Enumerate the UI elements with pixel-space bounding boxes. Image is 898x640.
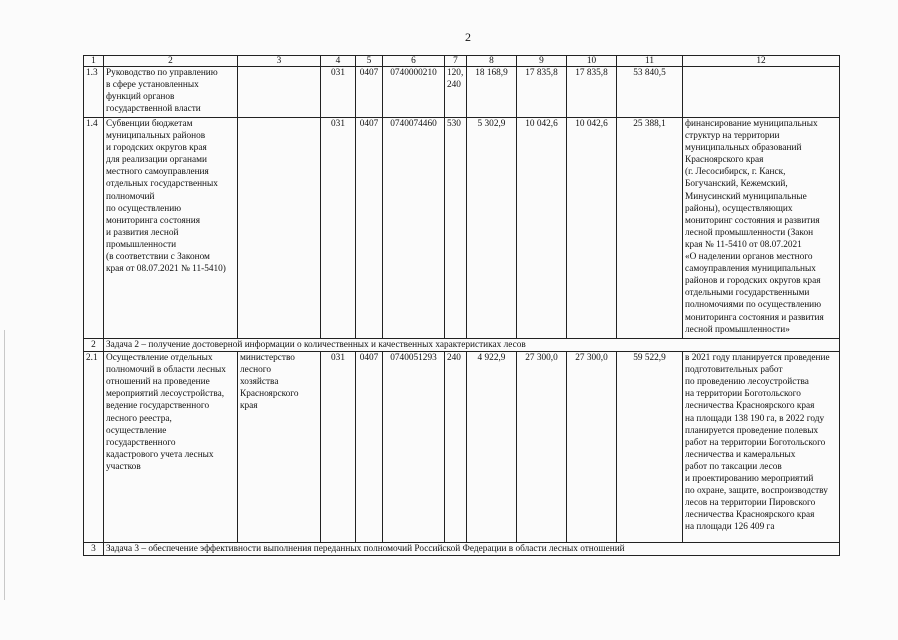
expected-result: в 2021 году планируется проведение подготовительных работ по проведению лесоустройства на территории Боготольского лесничества Красноярского края на площади 138 190 га, в 2022 году планируется проведение полевых работ на территории Боготольского лесничества и камеральных работ по таксации лесов и проектированию мероприятий по охране, защите, воспроизводству лесов на территории Пировского лесничества Красноярского края на площади 126 409 га <box>683 352 840 543</box>
header-row <box>84 56 840 67</box>
budget-table <box>83 55 840 556</box>
table-row <box>84 67 840 118</box>
scan-edge-line <box>4 330 5 600</box>
vr-code: 530 <box>445 118 467 339</box>
value-2022: 10 042,6 <box>517 118 567 339</box>
header-cell: 11 <box>617 56 683 67</box>
row-number: 2.1 <box>84 352 104 543</box>
header-cell: 6 <box>383 56 445 67</box>
value-2022: 17 835,8 <box>517 67 567 118</box>
header-cell: 1 <box>84 56 104 67</box>
measure-name: Руководство по управлению в сфере установленных функций органов государственной власти <box>104 67 238 118</box>
value-total: 25 388,1 <box>617 118 683 339</box>
header-cell: 7 <box>445 56 467 67</box>
row-number: 1.4 <box>84 118 104 339</box>
table-row <box>84 352 840 543</box>
value-2023: 27 300,0 <box>567 352 617 543</box>
row-number: 1.3 <box>84 67 104 118</box>
task-row <box>84 543 840 556</box>
rzpr-code: 0407 <box>356 118 383 339</box>
header-cell: 8 <box>467 56 517 67</box>
value-total: 53 840,5 <box>617 67 683 118</box>
vr-code: 120, 240 <box>445 67 467 118</box>
table-row <box>84 118 840 339</box>
header-cell: 5 <box>356 56 383 67</box>
value-2021: 5 302,9 <box>467 118 517 339</box>
grbs-code: 031 <box>321 67 356 118</box>
measure-name: Осуществление отдельных полномочий в области лесных отношений на проведение мероприятий лесоустройства, ведение государственного лесного реестра, осуществление государственного кадастрового учета лесных участков <box>104 352 238 543</box>
value-2023: 17 835,8 <box>567 67 617 118</box>
page-number: 2 <box>465 30 471 44</box>
value-2021: 18 168,9 <box>467 67 517 118</box>
executor <box>238 67 321 118</box>
executor <box>238 118 321 339</box>
value-total: 59 522,9 <box>617 352 683 543</box>
task-number: 2 <box>84 339 104 352</box>
csr-code: 0740051293 <box>383 352 445 543</box>
header-cell: 4 <box>321 56 356 67</box>
task-title: Задача 3 – обеспечение эффективности выполнения переданных полномочий Российской Федерации в области лесных отношений <box>104 543 840 556</box>
rzpr-code: 0407 <box>356 67 383 118</box>
grbs-code: 031 <box>321 118 356 339</box>
value-2023: 10 042,6 <box>567 118 617 339</box>
task-number: 3 <box>84 543 104 556</box>
header-cell: 10 <box>567 56 617 67</box>
header-cell: 3 <box>238 56 321 67</box>
measure-name: Субвенции бюджетам муниципальных районов и городских округов края для реализации органами местного самоуправления отдельных государственных полномочий по осуществлению мониторинга состояния и развития лесной промышленности (в соответствии с Законом края от 08.07.2021 № 11-5410) <box>104 118 238 339</box>
value-2022: 27 300,0 <box>517 352 567 543</box>
grbs-code: 031 <box>321 352 356 543</box>
executor: министерство лесного хозяйства Красноярского края <box>238 352 321 543</box>
rzpr-code: 0407 <box>356 352 383 543</box>
expected-result: финансирование муниципальных структур на территории муниципальных образований Красноярского края (г. Лесосибирск, г. Канск, Богучанский, Кежемский, Минусинский муниципальные районы), осуществляющих мониторинг состояния и развития лесной промышленности (Закон края № 11-5410 от 08.07.2021 «О наделении органов местного самоуправления муниципальных районов и городских округов края отдельными государственными полномочиями по осуществлению мониторинга состояния и развития лесной промышленности» <box>683 118 840 339</box>
task-title: Задача 2 – получение достоверной информации о количественных и качественных характеристиках лесов <box>104 339 840 352</box>
task-row <box>84 339 840 352</box>
csr-code: 0740000210 <box>383 67 445 118</box>
expected-result <box>683 67 840 118</box>
header-cell: 12 <box>683 56 840 67</box>
value-2021: 4 922,9 <box>467 352 517 543</box>
header-cell: 9 <box>517 56 567 67</box>
csr-code: 0740074460 <box>383 118 445 339</box>
header-cell: 2 <box>104 56 238 67</box>
vr-code: 240 <box>445 352 467 543</box>
